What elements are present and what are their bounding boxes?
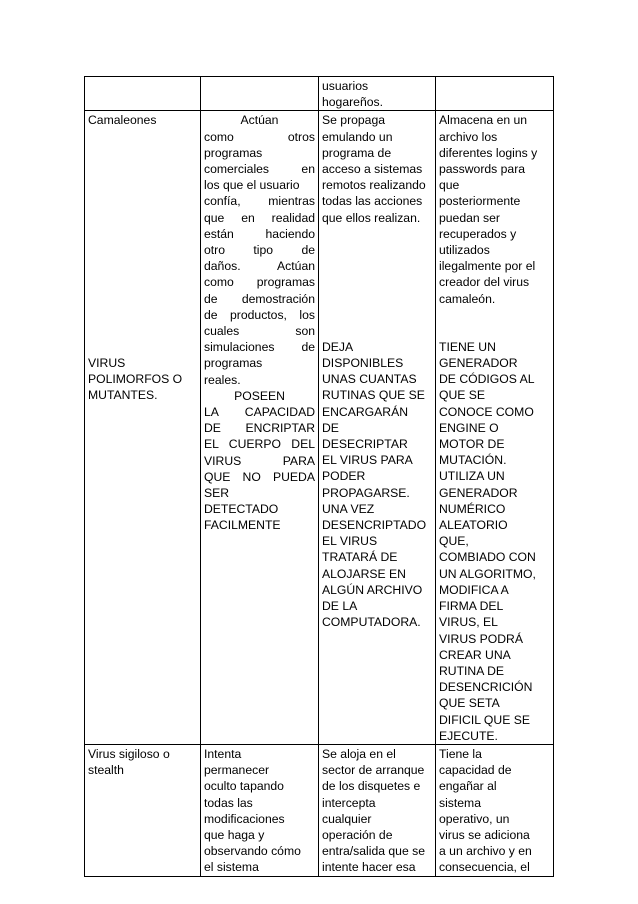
text-line: que haga y [204,827,265,842]
text-line: ALEATORIO [439,518,508,533]
text-line: FACILMENTE [204,518,281,533]
virus-name: Camaleones [88,113,157,128]
text-line: cualquier [322,811,372,826]
text-line: diferentes logins y [439,145,538,160]
virus-name: Virus sigiloso o [88,746,170,761]
text-line: cuales son [204,324,315,339]
text-line: que ellos realizan. [322,210,421,225]
virus-name-cell [85,111,201,745]
text-line: de productos, los [204,307,315,322]
text-line: MUTACIÓN. [439,453,507,468]
text-line: usuarios [322,79,369,93]
virus-name: stealth [88,763,124,778]
virus-name: VIRUS [88,355,126,370]
text-line: QUE SE [439,388,486,403]
text-line: POSEEN [234,388,285,403]
text-line: TIENE UN [439,339,496,354]
description-cell [201,744,319,876]
text-line: ilegalmente por el [439,259,536,274]
text-line: engañar al [439,779,497,794]
text-line: DESENCRIPTADO [322,518,427,533]
text-line: sector de arranque [322,763,425,778]
characteristics-cell [436,744,554,876]
text-line: UN ALGORITMO, [439,566,536,581]
text-line: comerciales en [204,162,315,177]
text-line: PROPAGARSE. [322,485,410,500]
virus-name-cell [85,77,201,111]
text-line: recuperados y [439,226,517,241]
propagation-cell [319,111,436,745]
text-line: VIRUS PARA [204,453,315,468]
text-line: ENCARGARÁN [322,404,409,419]
text-line: Se aloja en el [322,746,396,761]
table-row [85,111,554,745]
text-line: Se propaga [322,113,386,128]
text-line: observando cómo [204,844,301,859]
propagation-cell [319,77,436,111]
text-line: están haciendo [204,226,315,241]
text-line: DE ENCRIPTAR [204,421,315,436]
description-cell [201,111,319,745]
text-line: los que el usuario [204,178,300,193]
text-line: acceso a sistemas [322,162,423,177]
text-line: operación de [322,827,393,842]
text-line: Almacena en un [439,113,528,128]
text-line: que en realidad [204,210,315,225]
text-line: EL CUERPO DEL [204,437,315,452]
text-line: QUE SETA [439,696,500,711]
text-line: programas [204,356,263,371]
table-row [85,744,554,876]
text-line: VIRUS PODRÁ [439,631,523,646]
text-line: EL VIRUS [322,534,378,549]
virus-name-cell [85,744,201,876]
text-line: emulando un [322,129,393,144]
text-line: hogareños. [322,95,383,110]
text-line: a un archivo y en [439,844,532,859]
text-line: passwords para [439,162,526,177]
text-line: de los disquetes e [322,779,421,794]
text-line: otro tipo de [204,243,315,258]
text-line: DESENCRICIÓN [439,680,533,695]
text-line: PODER [322,469,366,484]
text-line: remotos realizando [322,178,426,193]
text-line: como programas [204,275,315,290]
text-line: todas las [204,795,253,810]
text-line: Intenta [204,746,242,761]
text-line: de demostración [204,291,315,306]
text-line: modificaciones [204,811,285,826]
virus-name: POLIMORFOS O [88,371,183,386]
text-line: COMBIADO CON [439,550,536,565]
text-line: reales. [204,372,241,387]
text-line: que [439,178,460,193]
text-line: UTILIZA UN [439,469,505,484]
text-line: puedan ser [439,210,500,225]
text-line: UNAS CUANTAS [322,372,417,387]
text-line: NUMÉRICO [439,501,506,516]
characteristics-cell [436,111,554,745]
text-line: GENERADOR [439,485,518,500]
description-cell [201,77,319,111]
text-line: Tiene la [439,746,482,761]
characteristics-cell [436,77,554,111]
text-line: archivo los [439,129,498,144]
text-line: CONOCE COMO [439,404,534,419]
text-line: FIRMA DEL [439,599,504,614]
virus-types-table [84,76,554,877]
text-line: RUTINA DE [439,663,505,678]
text-line: intercepta [322,795,376,810]
text-line: DETECTADO [204,502,279,517]
text-line: confía, mientras [204,194,315,209]
text-line: oculto tapando [204,779,284,794]
text-line: intente hacer esa [322,860,416,875]
text-line: EL VIRUS PARA [322,453,413,468]
text-line: DE LA [322,599,358,614]
text-line: camaleón. [439,291,496,306]
text-line: permanecer [204,763,270,778]
text-line: VIRUS, EL [439,615,498,630]
text-line: creador del virus [439,275,530,290]
text-line: capacidad de [439,763,512,778]
text-line: RUTINAS QUE SE [322,388,425,403]
text-line: DE CÓDIGOS AL [439,372,535,387]
text-line: todas las acciones [322,194,423,209]
text-line: operativo, un [439,811,510,826]
text-line: DEJA [322,339,354,354]
text-line: DIFICIL QUE SE [439,712,530,727]
text-line: MOTOR DE [439,437,505,452]
text-line: QUE, [439,534,469,549]
text-line: EJECUTE. [439,728,498,743]
text-line: el sistema [204,860,259,875]
text-line: ALOJARSE EN [322,566,406,581]
text-line: programa de [322,145,392,160]
text-line: QUE NO PUEDA [204,469,315,484]
text-line: como otros [204,129,315,144]
text-line: ENGINE O [439,420,499,435]
text-line: virus se adiciona [439,827,530,842]
text-line: LA CAPACIDAD [204,405,315,420]
text-line: CREAR UNA [439,647,511,662]
text-line: entra/salida que se [322,844,425,859]
text-line: DISPONIBLES [322,356,404,371]
text-line: SER [204,486,230,501]
text-line: DE [322,420,339,435]
text-line: daños. Actúan [204,259,315,274]
text-line: TRATARÁ DE [322,550,398,565]
text-line: GENERADOR [439,356,518,371]
text-line: utilizados [439,243,490,258]
text-line: DESECRIPTAR [322,437,408,452]
virus-name: MUTANTES. [88,388,158,403]
text-line: simulaciones de [204,340,315,355]
text-line: sistema [439,795,481,810]
text-line: UNA VEZ [322,501,375,516]
text-line: Actúan [240,113,279,128]
table-row [85,77,554,111]
propagation-cell [319,744,436,876]
text-line: COMPUTADORA. [322,615,421,630]
text-line: posteriormente [439,194,521,209]
text-line: MODIFICA A [439,582,509,597]
text-line: ALGÚN ARCHIVO [322,582,423,597]
text-line: programas [204,145,263,160]
text-line: consecuencia, el [439,860,530,875]
